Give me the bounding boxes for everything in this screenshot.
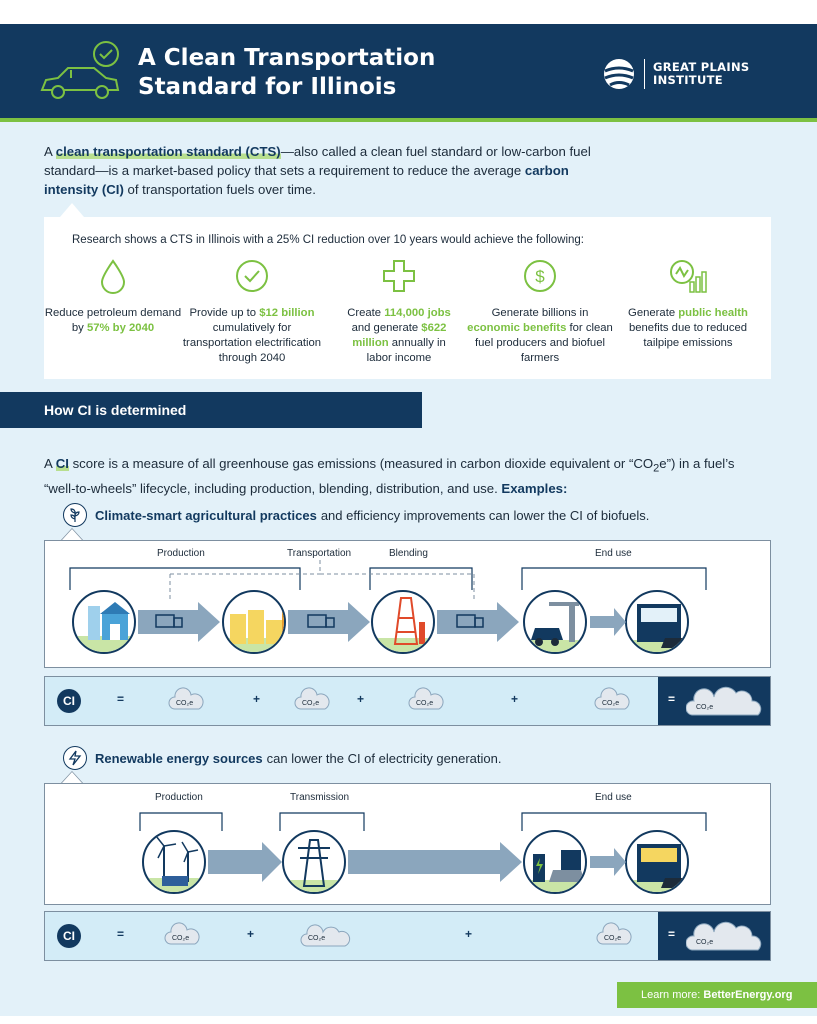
arrow-5 — [208, 842, 284, 882]
research-lead: Research shows a CTS in Illinois with a 25% CI reduction over 10 years would achieve the following: — [72, 234, 585, 246]
ci-text-3: e”) in a fuel’s “well-to-wheels” lifecycle, including production, blending, distribution, and use. — [44, 456, 735, 496]
card-pointer — [60, 203, 84, 217]
stat-text: Create — [347, 307, 385, 319]
stat-text: Provide up to — [189, 307, 260, 319]
stage-production: Production — [155, 792, 203, 803]
charging-circle — [523, 830, 587, 894]
co2-label: CO₂e — [176, 700, 194, 707]
page-title — [138, 44, 435, 102]
stat-text-post: annually in labor income — [366, 337, 446, 364]
equals-sign: = — [117, 692, 125, 706]
plus-sign: + — [247, 927, 255, 941]
ci-badge: CI — [57, 924, 81, 948]
term-cts: clean transportation standard (CTS) — [55, 144, 281, 159]
co2-cloud-large-icon — [686, 918, 766, 954]
stat-highlight: 57% by 2040 — [86, 322, 155, 334]
co2-cloud-large-icon — [686, 683, 766, 719]
equals-sign: = — [668, 692, 676, 706]
stat-highlight: public health — [678, 307, 748, 319]
fuel-pump-circle — [523, 590, 587, 654]
arrow-1 — [138, 602, 222, 642]
arrow-3 — [437, 602, 521, 642]
co2-label: CO₂e — [696, 704, 714, 711]
blending-circle — [371, 590, 435, 654]
ci-equation-row-1 — [44, 676, 771, 726]
co2-label: CO₂e — [308, 935, 326, 942]
transmission-circle — [282, 830, 346, 894]
stat-text: Reduce petroleum demand by — [44, 307, 182, 334]
lightning-icon — [68, 750, 82, 766]
logo-line-2: INSTITUTE — [653, 73, 723, 87]
logo-divider — [644, 59, 645, 89]
stat-text-post: for clean fuel producers and biofuel farmers — [474, 322, 613, 364]
example1-bold: Climate-smart agricultural practices — [95, 507, 317, 523]
footer-link-bar[interactable] — [617, 982, 817, 1008]
droplet-icon — [98, 258, 128, 294]
header-accent-line — [0, 118, 817, 122]
co2-label: CO₂e — [416, 700, 434, 707]
dollar-circle-icon — [522, 258, 558, 294]
title-line-2: Standard for Illinois — [138, 74, 397, 100]
equals-sign: = — [668, 927, 676, 941]
vehicle-circle — [625, 590, 689, 654]
health-chart-icon — [668, 258, 708, 294]
ci-text-1: A — [44, 456, 56, 471]
footer-label: Learn more: — [641, 989, 704, 1001]
stat-highlight-2: $622 million — [352, 322, 447, 349]
co2-label: CO₂e — [602, 700, 620, 707]
stat-text-mid: and generate — [351, 322, 422, 334]
stat-text: Generate — [628, 307, 679, 319]
arrow-6 — [348, 842, 524, 882]
ci-badge: CI — [57, 689, 81, 713]
examples-label: Examples: — [501, 480, 568, 496]
plus-sign: + — [465, 927, 473, 941]
example1-heading — [63, 503, 649, 527]
intro-paragraph — [44, 142, 604, 199]
stat-highlight: $12 billion — [259, 307, 315, 319]
ci-total — [658, 677, 770, 725]
panel2-pointer — [61, 771, 83, 783]
ci-equation-row-2 — [44, 911, 771, 961]
arrow-2 — [288, 602, 372, 642]
stat-jobs — [324, 254, 474, 366]
example1-text: and efficiency improvements can lower the CI of biofuels. — [320, 507, 650, 523]
bottom-margin — [0, 1016, 817, 1024]
co2-subscript: 2 — [653, 462, 660, 475]
intro-text-3: of transportation fuels over time. — [123, 182, 316, 197]
logo-text — [653, 61, 749, 87]
plus-sign: + — [511, 692, 519, 706]
co2-label: CO₂e — [696, 939, 714, 946]
stat-highlight: 114,000 jobs — [384, 307, 451, 319]
co2-label: CO₂e — [172, 935, 190, 942]
ev-vehicle-circle — [625, 830, 689, 894]
ci-explanation — [44, 454, 744, 498]
renewables-circle — [142, 830, 206, 894]
stage-end-use: End use — [595, 792, 632, 803]
stat-economic — [465, 254, 615, 366]
stat-text: Generate billions in — [491, 307, 589, 319]
co2-label: CO₂e — [604, 935, 622, 942]
great-plains-logo[interactable] — [602, 57, 749, 91]
plus-icon — [381, 258, 417, 294]
car-check-icon — [38, 40, 122, 108]
stat-text-post: benefits due to reduced tailpipe emissions — [628, 322, 748, 349]
top-margin — [0, 0, 817, 24]
stage-transmission: Transmission — [290, 792, 350, 803]
term-ci: carbon intensity (CI) — [44, 163, 569, 197]
term-ci-score: CI — [55, 456, 69, 471]
stage-production: Production — [157, 548, 205, 559]
co2-label: CO₂e — [302, 700, 320, 707]
check-circle-icon — [234, 258, 270, 294]
ci-total — [658, 912, 770, 960]
panel1-pointer — [61, 528, 83, 540]
stage-end-use: End use — [595, 548, 632, 559]
farm-circle — [72, 590, 136, 654]
logo-line-1: GREAT PLAINS — [653, 60, 750, 74]
example2-heading — [63, 746, 501, 770]
section-heading: How CI is determined — [0, 392, 422, 428]
svg-text:$: $ — [535, 267, 545, 286]
refinery-circle — [222, 590, 286, 654]
arrow-7 — [590, 848, 628, 876]
stat-highlight: economic benefits — [467, 322, 567, 334]
equals-sign: = — [117, 927, 125, 941]
plus-sign: + — [253, 692, 261, 706]
stage-blending: Blending — [389, 548, 428, 559]
intro-text-1: A — [44, 144, 56, 159]
title-line-1: A Clean Transportation — [138, 45, 436, 71]
example2-bold: Renewable energy sources — [95, 750, 263, 766]
plus-sign: + — [357, 692, 365, 706]
intro-text-2: —also called a clean fuel standard or low-carbon fuel standard—is a market-based policy that sets a requirement to reduce the average — [44, 144, 591, 178]
footer-link[interactable]: BetterEnergy.org — [703, 989, 793, 1001]
arrow-4 — [590, 608, 628, 636]
stat-health — [613, 254, 763, 351]
globe-logo-icon — [602, 57, 636, 91]
stage-transportation: Transportation — [287, 548, 352, 559]
stat-electrification — [177, 254, 327, 366]
ci-text-2: score is a measure of all greenhouse gas emissions (measured in carbon dioxide equivalent or “CO — [68, 456, 654, 471]
stat-petroleum — [38, 254, 188, 336]
example2-text: can lower the CI of electricity generation. — [266, 750, 502, 766]
stat-text-post: cumulatively for transportation electrification through 2040 — [182, 322, 322, 364]
wheat-icon — [67, 507, 83, 523]
